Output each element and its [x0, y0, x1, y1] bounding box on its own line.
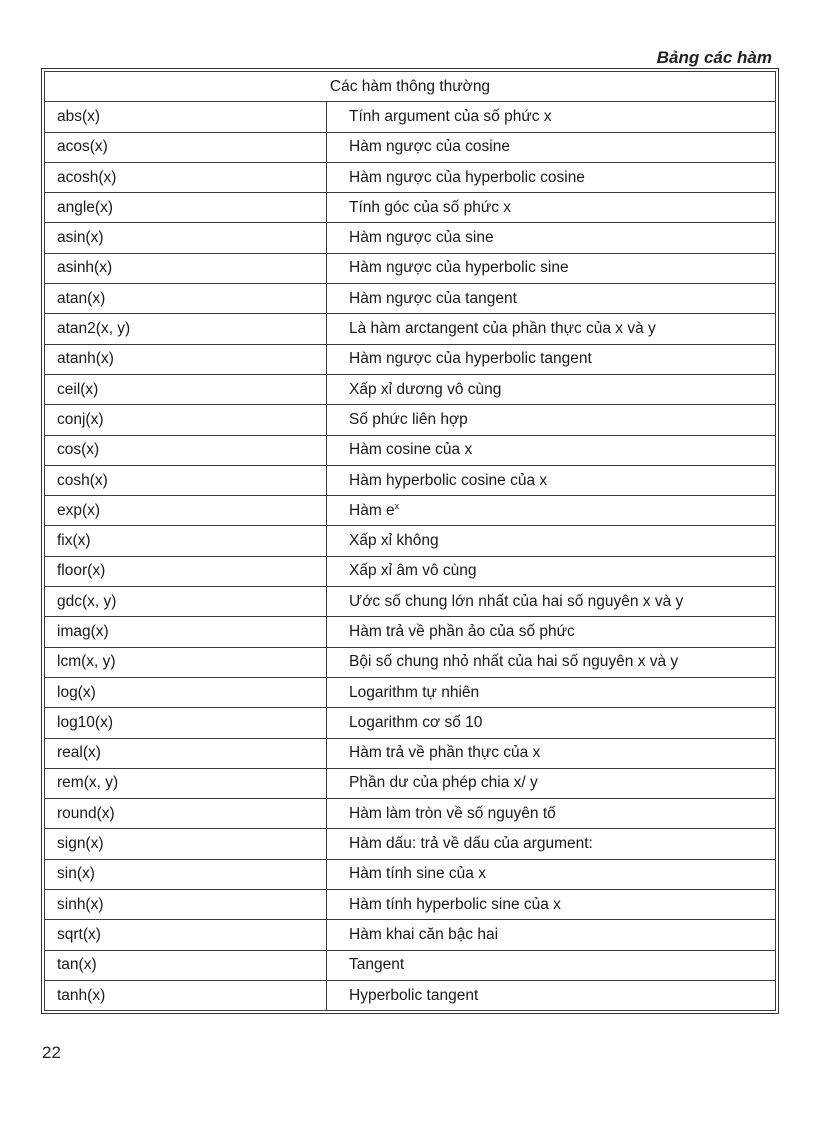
- table-row: [45, 980, 776, 1010]
- table-row: [45, 223, 776, 253]
- description-text: Ước số chung lớn nhất của hai số nguyên x và y: [349, 592, 684, 610]
- description-text: Tính argument của số phức x: [349, 107, 552, 125]
- function-name: atanh(x): [45, 344, 327, 374]
- function-name: asinh(x): [45, 253, 327, 283]
- function-description: [327, 647, 776, 677]
- description-text: Hàm e: [349, 501, 395, 519]
- function-name: abs(x): [45, 102, 327, 132]
- table-row: [45, 284, 776, 314]
- description-text: Hàm ngược của hyperbolic tangent: [349, 350, 592, 368]
- table-row: [45, 587, 776, 617]
- table-row: [45, 435, 776, 465]
- description-text: Hàm ngược của tangent: [349, 289, 517, 307]
- table-row: [45, 950, 776, 980]
- function-name: asin(x): [45, 223, 327, 253]
- table-row: [45, 314, 776, 344]
- function-name: acosh(x): [45, 162, 327, 192]
- description-text: Hàm hyperbolic cosine của x: [349, 471, 548, 489]
- function-description: [327, 556, 776, 586]
- function-name: rem(x, y): [45, 768, 327, 798]
- description-text: Xấp xỉ dương vô cùng: [349, 380, 502, 398]
- page-number: 22: [42, 1043, 61, 1062]
- function-name: lcm(x, y): [45, 647, 327, 677]
- function-description: [327, 496, 776, 526]
- function-description: [327, 859, 776, 889]
- function-name: atan2(x, y): [45, 314, 327, 344]
- function-name: gdc(x, y): [45, 587, 327, 617]
- function-description: [327, 465, 776, 495]
- table-row: [45, 829, 776, 859]
- description-text: Hàm tính sine của x: [349, 865, 486, 883]
- description-text: Logarithm tự nhiên: [349, 683, 480, 701]
- description-text: Tính góc của số phức x: [349, 198, 512, 216]
- table-row: [45, 768, 776, 798]
- description-text: Hàm ngược của hyperbolic sine: [349, 259, 569, 277]
- function-description: [327, 435, 776, 465]
- function-name: cosh(x): [45, 465, 327, 495]
- function-description: [327, 617, 776, 647]
- description-text: Hàm ngược của sine: [349, 229, 494, 247]
- function-description: [327, 344, 776, 374]
- function-description: [327, 314, 776, 344]
- description-text: Hyperbolic tangent: [349, 986, 479, 1004]
- function-name: sinh(x): [45, 890, 327, 920]
- function-description: [327, 799, 776, 829]
- description-text: Hàm tính hyperbolic sine của x: [349, 895, 561, 913]
- function-name: floor(x): [45, 556, 327, 586]
- page-header-title: Bảng các hàm: [656, 48, 772, 67]
- description-text: Hàm khai căn bậc hai: [349, 925, 499, 943]
- table-caption-row: [45, 72, 776, 102]
- function-description: [327, 829, 776, 859]
- table-row: [45, 374, 776, 404]
- function-name: exp(x): [45, 496, 327, 526]
- function-description: [327, 374, 776, 404]
- function-description: [327, 587, 776, 617]
- function-name: atan(x): [45, 284, 327, 314]
- function-name: round(x): [45, 799, 327, 829]
- function-name: tan(x): [45, 950, 327, 980]
- table-row: [45, 162, 776, 192]
- function-description: [327, 708, 776, 738]
- table-row: [45, 556, 776, 586]
- description-text: Bội số chung nhỏ nhất của hai số nguyên x và y: [349, 653, 679, 671]
- table-row: [45, 465, 776, 495]
- function-description: [327, 677, 776, 707]
- table-row: [45, 526, 776, 556]
- function-description: [327, 890, 776, 920]
- table-row: [45, 132, 776, 162]
- function-name: cos(x): [45, 435, 327, 465]
- table-row: [45, 799, 776, 829]
- function-name: conj(x): [45, 405, 327, 435]
- function-description: [327, 102, 776, 132]
- functions-table-frame: [41, 68, 779, 1014]
- table-caption: Các hàm thông thường: [45, 72, 776, 102]
- function-name: log10(x): [45, 708, 327, 738]
- function-name: ceil(x): [45, 374, 327, 404]
- description-text: Hàm dấu: trả về dấu của argument:: [349, 835, 593, 853]
- description-text: Xấp xỉ âm vô cùng: [349, 562, 477, 580]
- functions-table: [44, 71, 776, 1011]
- table-row: [45, 677, 776, 707]
- function-name: tanh(x): [45, 980, 327, 1010]
- description-text: Tangent: [349, 956, 405, 974]
- function-name: acos(x): [45, 132, 327, 162]
- description-text: Số phức liên hợp: [349, 410, 468, 428]
- function-name: log(x): [45, 677, 327, 707]
- description-text: Hàm cosine của x: [349, 441, 473, 459]
- description-text: Là hàm arctangent của phần thực của x và y: [349, 320, 656, 338]
- function-description: [327, 526, 776, 556]
- table-row: [45, 102, 776, 132]
- function-description: [327, 920, 776, 950]
- table-row: [45, 708, 776, 738]
- function-name: sin(x): [45, 859, 327, 889]
- function-description: [327, 132, 776, 162]
- function-description: [327, 980, 776, 1010]
- function-description: [327, 162, 776, 192]
- table-row: [45, 405, 776, 435]
- function-description: [327, 738, 776, 768]
- superscript-exponent: x: [394, 500, 400, 511]
- description-text: Hàm làm tròn về số nguyên tố: [349, 804, 556, 822]
- table-row: [45, 859, 776, 889]
- function-name: real(x): [45, 738, 327, 768]
- function-name: angle(x): [45, 193, 327, 223]
- function-name: fix(x): [45, 526, 327, 556]
- table-row: [45, 193, 776, 223]
- table-row: [45, 253, 776, 283]
- function-description: [327, 950, 776, 980]
- description-text: Hàm ngược của cosine: [349, 138, 510, 156]
- description-text: Hàm trả về phần thực của x: [349, 744, 541, 762]
- table-row: [45, 344, 776, 374]
- table-row: [45, 738, 776, 768]
- function-description: [327, 768, 776, 798]
- function-name: imag(x): [45, 617, 327, 647]
- description-text: Xấp xỉ không: [349, 532, 439, 550]
- description-text: Hàm ngược của hyperbolic cosine: [349, 168, 585, 186]
- function-name: sign(x): [45, 829, 327, 859]
- function-description: [327, 253, 776, 283]
- function-name: sqrt(x): [45, 920, 327, 950]
- table-row: [45, 496, 776, 526]
- table-row: [45, 890, 776, 920]
- table-row: [45, 617, 776, 647]
- function-description: [327, 405, 776, 435]
- description-text: Logarithm cơ số 10: [349, 713, 483, 731]
- description-text: Phần dư của phép chia x/ y: [349, 774, 538, 792]
- description-text: Hàm trả về phần ảo của số phức: [349, 622, 575, 640]
- table-row: [45, 920, 776, 950]
- function-description: [327, 284, 776, 314]
- function-description: [327, 193, 776, 223]
- function-description: [327, 223, 776, 253]
- table-row: [45, 647, 776, 677]
